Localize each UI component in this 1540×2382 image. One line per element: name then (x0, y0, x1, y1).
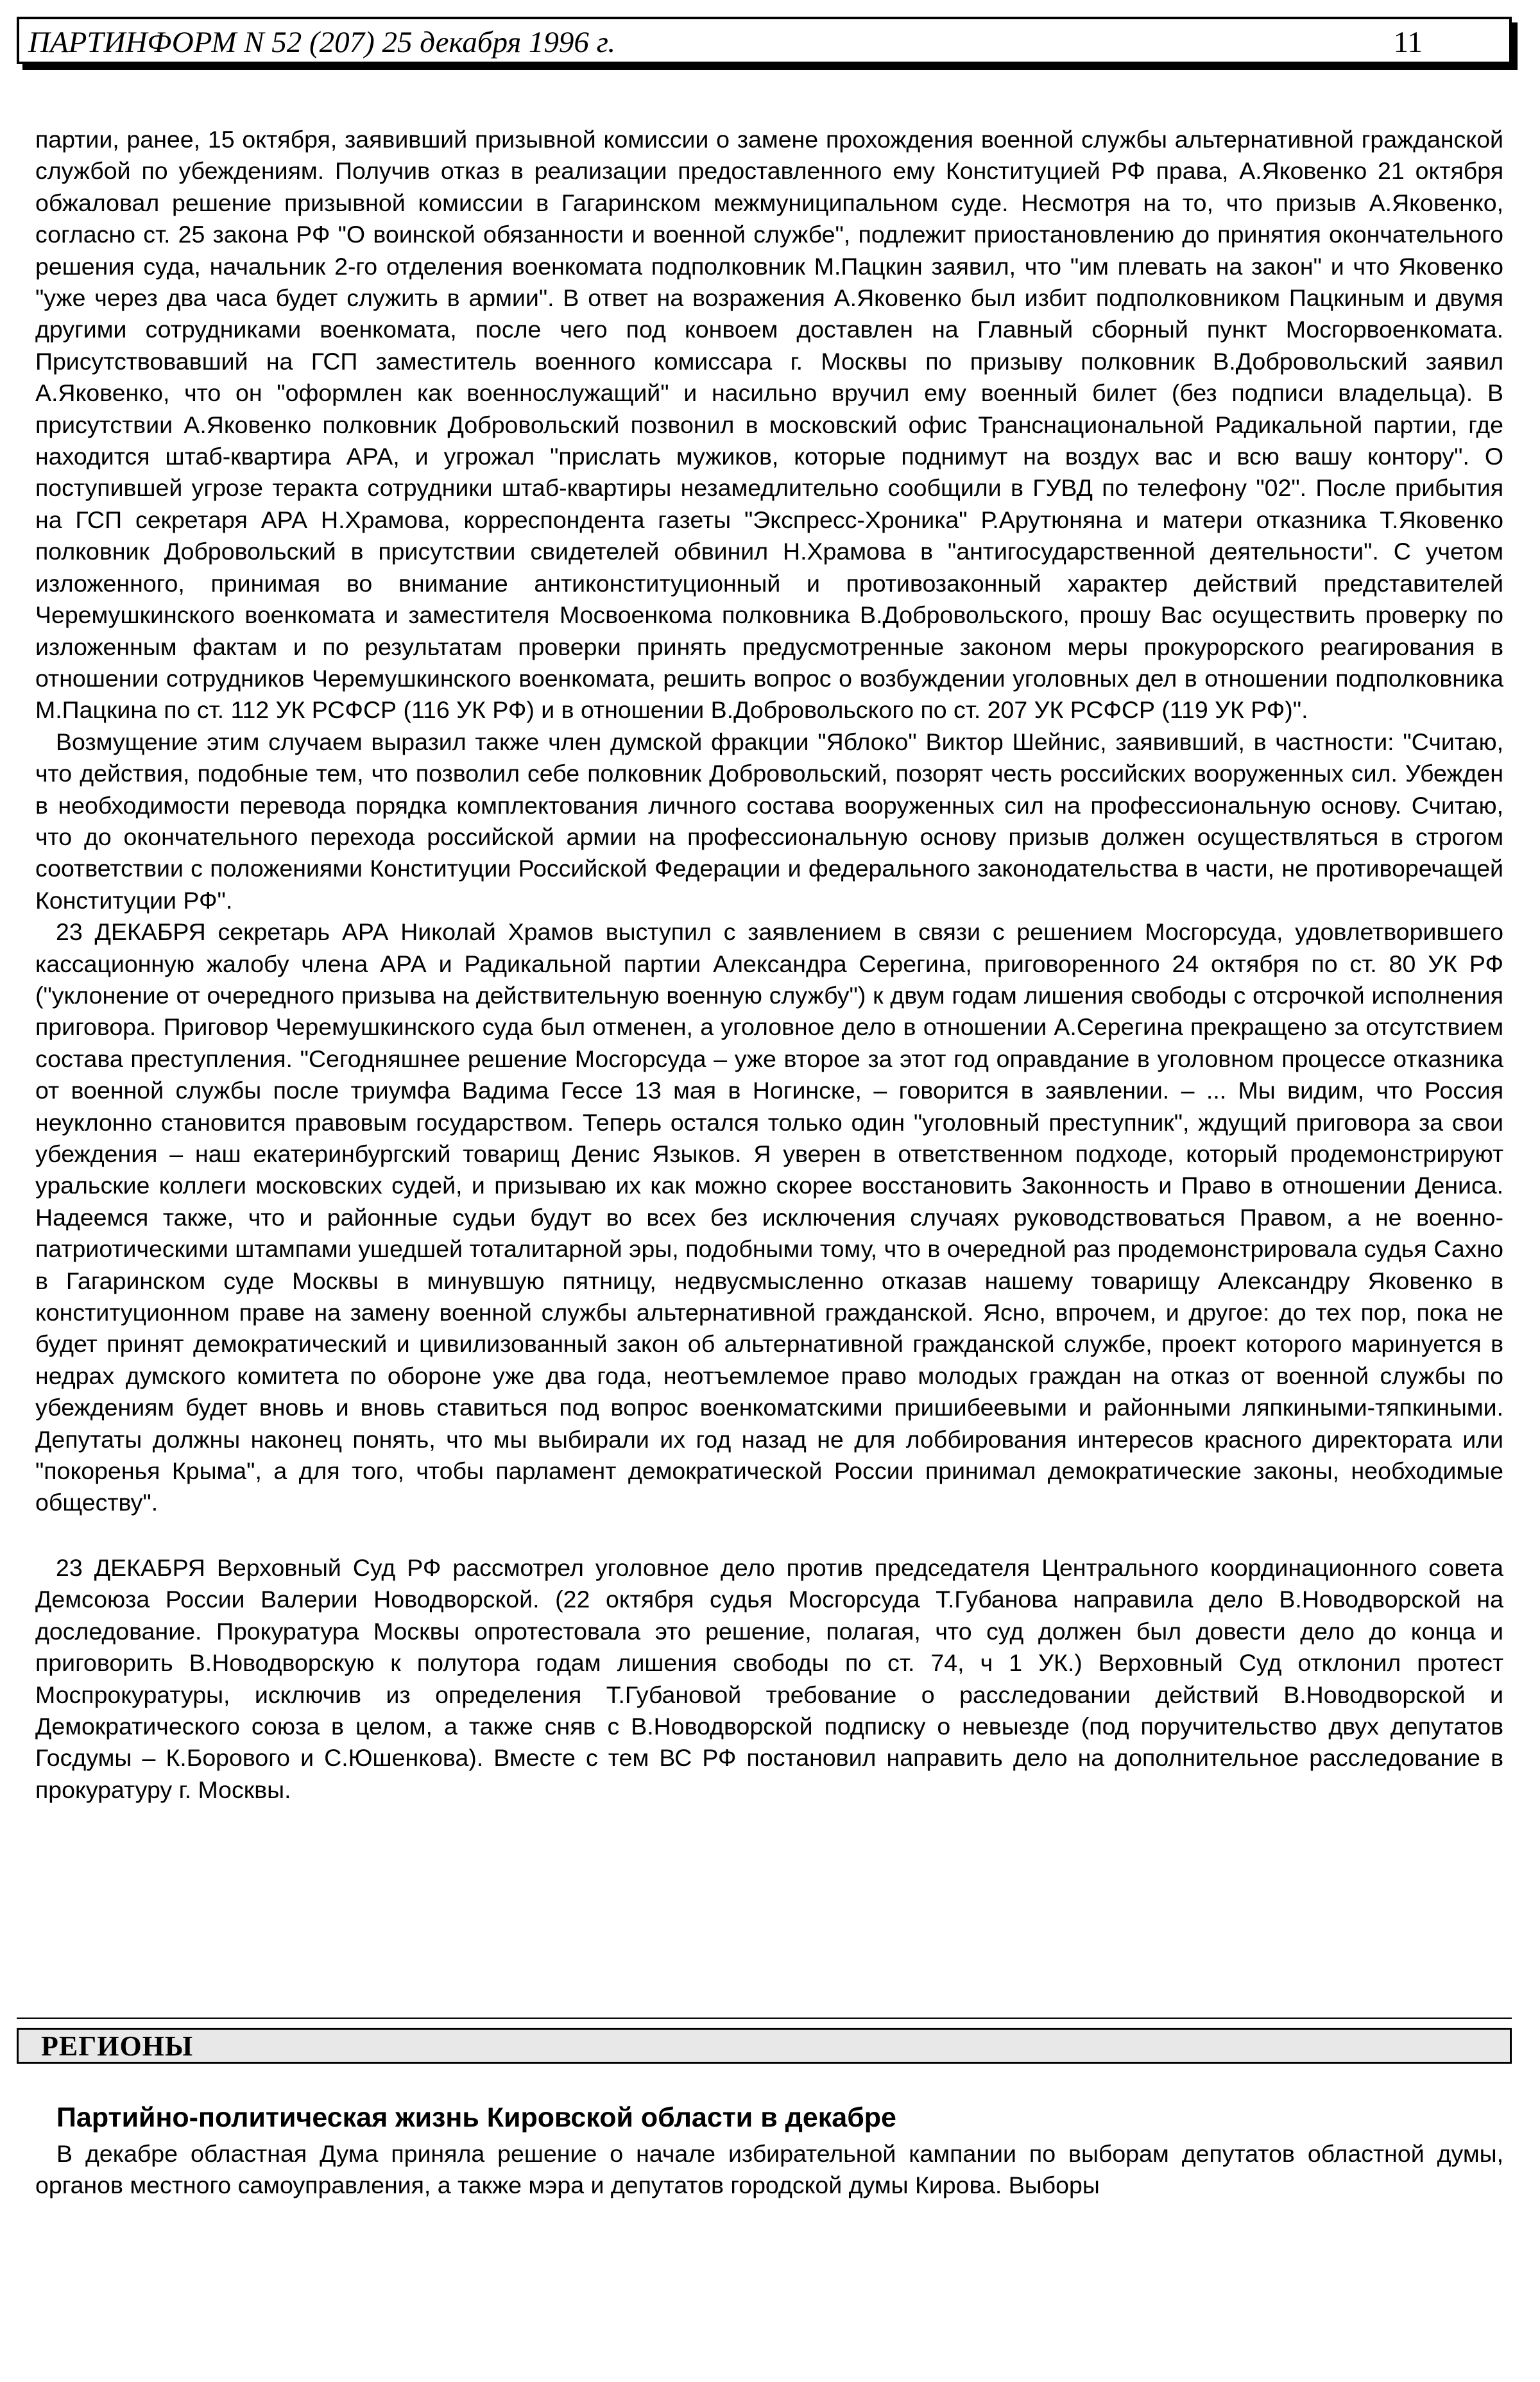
article-paragraph: партии, ранее, 15 октября, заявивший призывной комиссии о замене прохождения военной службы альтернативной гражданской службой по убеждениям. Получив отказ в реализации предоставленного ему Конституцией РФ права, А.Яковенко 21 октября обжаловал решение призывной комиссии в Гагаринском межмуниципальном суде. Несмотря на то, что призыв А.Яковенко, согласно ст. 25 закона РФ "О воинской обязанности и военной службе", подлежит приостановлению до принятия окончательного решения суда, начальник 2-го отделения военкомата подполковник М.Пацкин заявил, что "им плевать на закон" и что Яковенко "уже через два часа будет служить в армии". В ответ на возражения А.Яковенко был избит подполковником Пацкиным и двумя другими сотрудниками военкомата, после чего под конвоем доставлен на Главный сборный пункт Мосгорвоенкомата. Присутствовавший на ГСП заместитель военного комиссара г. Москвы по призыву полковник В.Добровольский заявил А.Яковенко, что он "оформлен как военнослужащий" и насильно вручил ему военный билет (без подписи владельца). В присутствии А.Яковенко полковник Добровольский позвонил в московский офис Транснациональной Радикальной партии, где находится штаб-квартира АРА, и угрожал "прислать мужиков, которые поднимут на воздух вас и всю вашу контору". О поступившей угрозе теракта сотрудники штаб-квартиры незамедлительно сообщили в ГУВД по телефону "02". После прибытия на ГСП секретаря АРА Н.Храмова, корреспондента газеты "Экспресс-Хроника" Р.Арутюняна и матери отказника Т.Яковенко полковник Добровольский в присутствии свидетелей обвинил Н.Храмова в "антигосударственной деятельности". С учетом изложенного, принимая во внимание антиконституционный и противозаконный характер действий представителей Черемушкинского военкомата и заместителя Мосвоенкома полковника В.Добровольского, прошу Вас осуществить проверку по изложенным фактам и по результатам проверки принять предусмотренные законом меры прокурорского реагирования в отношении сотрудников Черемушкинского военкомата, решить вопрос о возбуждении уголовных дел в отношении подполковника М.Пацкина по ст. 112 УК РСФСР (116 УК РФ) и в отношении В.Добровольского по ст. 207 УК РСФСР (119 УК РФ)". (35, 126, 1503, 724)
article-body (35, 124, 1503, 1806)
page-number: 11 (1393, 26, 1423, 59)
paragraph-spacer (35, 1519, 1503, 1552)
region-article-heading: Партийно-политическая жизнь Кировской области в декабре (56, 2102, 896, 2133)
region-article (35, 2100, 1503, 2202)
article-paragraph: Возмущение этим случаем выразил также член думской фракции "Яблоко" Виктор Шейнис, заявивший, в частности: "Считаю, что действия, подобные тем, что позволил себе полковник Добровольский, позорят честь российских вооруженных сил. Убежден в необходимости перевода порядка комплектования личного состава вооруженных сил на профессиональную основу. Считаю, что до окончательного перехода российской армии на профессиональную основу призыв должен осуществляться в строгом соответствии с положениями Конституции Российской Федерации и федерального законодательства в части, не противоречащей Конституции РФ". (35, 728, 1503, 914)
section-title: РЕГИОНЫ (41, 2030, 194, 2062)
section-bar (17, 2028, 1512, 2064)
article-paragraph: 23 ДЕКАБРЯ секретарь АРА Николай Храмов выступил с заявлением в связи с решением Мосгорсуда, удовлетворившего кассационную жалобу члена АРА и Радикальной партии Александра Серегина, приговоренного 24 октября по ст. 80 УК РФ ("уклонение от очередного призыва на действительную военную службу") к двум годам лишения свободы с отсрочкой исполнения приговора. Приговор Черемушкинского суда был отменен, а уголовное дело в отношении А.Серегина прекращено за отсутствием состава преступления. "Сегодняшнее решение Мосгорсуда – уже второе за этот год оправдание в уголовном процессе отказника от военной службы после триумфа Вадима Гессе 13 мая в Ногинске, – говорится в заявлении. – ... Мы видим, что Россия неуклонно становится правовым государством. Теперь остался только один "уголовный преступник", ждущий приговора за свои убеждения – наш екатеринбургский товарищ Денис Языков. Я уверен в ответственном подходе, который продемонстрируют уральские коллеги московских судей, и призываю их как можно скорее восстановить Законность и Право в отношении Дениса. Надеемся также, что и районные судьи будут во всех без исключения случаях руководствоваться Правом, а не военно-патриотическими штампами ушедшей тоталитарной эры, подобными тому, что в очередной раз продемонстрировала судья Сахно в Гагаринском суде Москвы в минувшую пятницу, недвусмысленно отказав нашему товарищу Александру Яковенко в конституционном праве на замену военной службы альтернативной гражданской. Ясно, впрочем, и другое: до тех пор, пока не будет принят демократический и цивилизованный закон об альтернативной гражданской службе, проект которого маринуется в недрах думского комитета по обороне уже два года, неотъемлемое право молодых граждан на отказ от военной службы по убеждениям будет вновь и вновь ставиться под вопрос военкоматскими пришибеевыми и районными ляпкиными-тяпкиными. Депутаты должны наконец понять, что мы выбирали их год назад не для лоббирования интересов красного директората или "покоренья Крыма", а для того, чтобы парламент демократической России принимал демократические законы, необходимые обществу". (35, 918, 1503, 1516)
publication-title: ПАРТИНФОРМ N 52 (207) 25 декабря 1996 г. (28, 26, 616, 59)
page-header (17, 17, 1512, 64)
section-divider (17, 2018, 1512, 2019)
region-article-text: В декабре областная Дума приняла решение о начале избирательной кампании по выборам депутатов областной думы, органов местного самоуправления, а также мэра и депутатов городской думы Кирова. Выборы (35, 2140, 1503, 2199)
article-paragraph: 23 ДЕКАБРЯ Верховный Суд РФ рассмотрел уголовное дело против председателя Центрального координационного совета Демсоюза России Валерии Новодворской. (22 октября судья Мосгорсуда Т.Губанова направила дело В.Новодворской на доследование. Прокуратура Москвы опротестовала это решение, полагая, что суд должен был довести дело до конца и приговорить В.Новодворскую к полутора годам лишения свободы по ст. 74, ч 1 УК.) Верховный Суд отклонил протест Моспрокуратуры, исключив из определения Т.Губановой требование о расследовании действий В.Новодворской и Демократического союза в целом, а также сняв с В.Новодворской подписку о невыезде (под поручительство двух депутатов Госдумы – К.Борового и С.Юшенкова). Вместе с тем ВС РФ постановил направить дело на дополнительное расследование в прокуратуру г. Москвы. (35, 1554, 1503, 1803)
